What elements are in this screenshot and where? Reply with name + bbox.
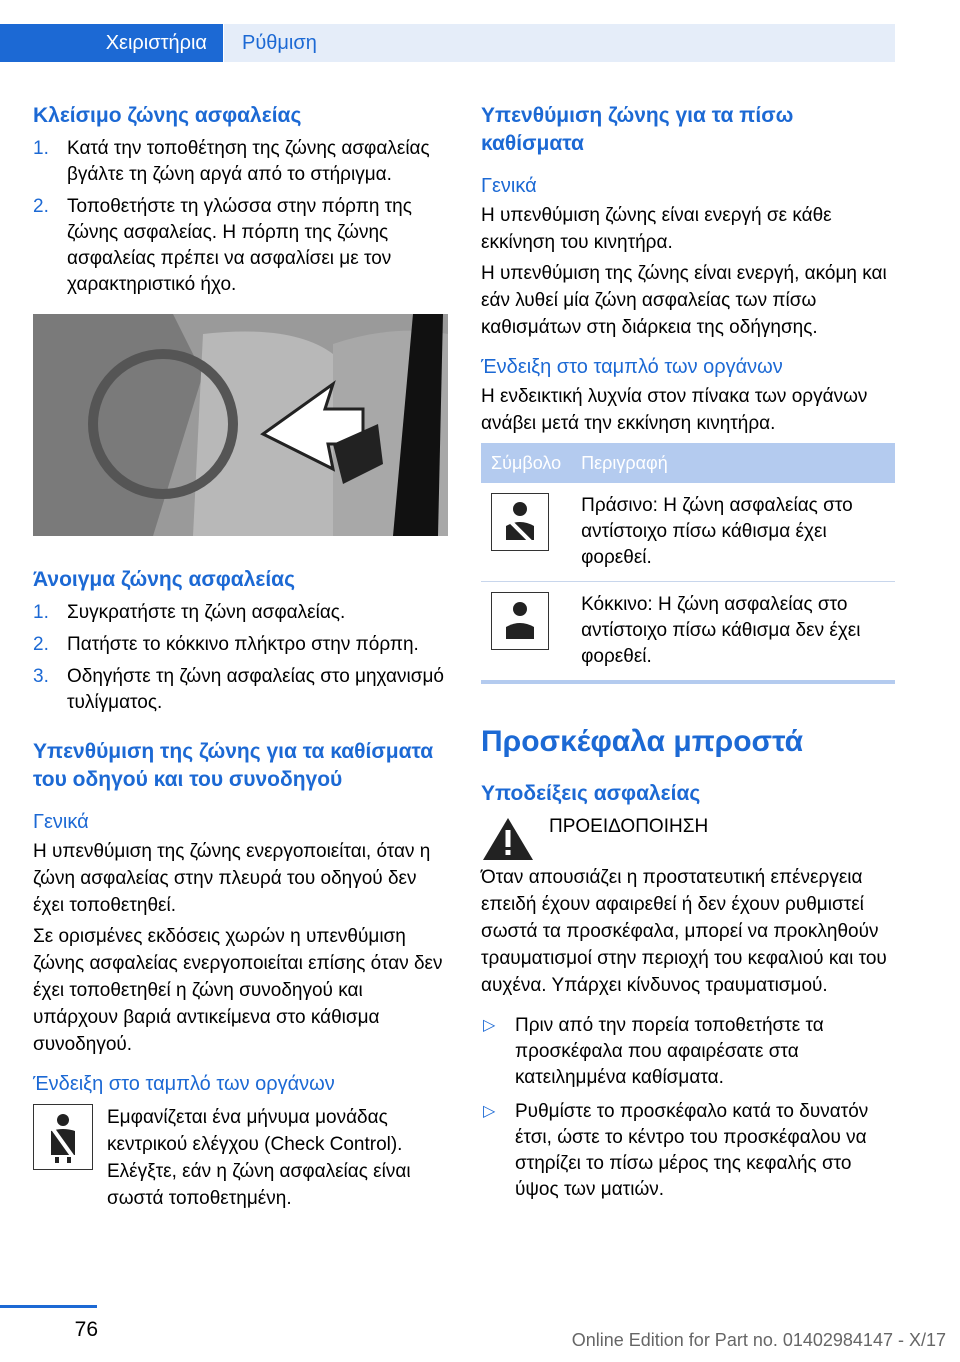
right-column xyxy=(481,102,896,1211)
step-text: Πατήστε το κόκκινο πλήκτρο στην πόρπη. xyxy=(67,634,419,655)
section-title-headrests: Προσκέφαλα μπροστά xyxy=(481,725,804,758)
table-row xyxy=(481,483,895,582)
table-header-description: Περιγραφή xyxy=(571,443,895,483)
bullet-triangle-icon: ▷ xyxy=(483,1103,496,1120)
table-header-symbol: Σύμβολο xyxy=(481,443,571,483)
symbol-cell xyxy=(481,483,571,582)
indicator-text: Εμφανίζεται ένα μήνυμα μονάδας κεντρικού ελέγχου (Check Control). Ελέγξτε, εάν η ζώνη ασφαλείας είναι σωστά τοποθετημένη. xyxy=(107,1107,411,1209)
warning-text: Όταν απουσιάζει η προστατευτική επένεργεια επειδή έχουν αφαιρεθεί ή δεν έχουν ρυθμιστεί σωστά τα προσκέφαλα, μπορεί να προκληθούν τραυματισμοί στην περιοχή του κεφαλιού και του αυχένα. Υπάρχει κίνδυνος τραυματισμού. xyxy=(481,867,887,996)
buckle-illustration xyxy=(33,314,448,536)
description-cell: Κόκκινο: Η ζώνη ασφαλείας στο αντίστοιχο πίσω κάθισμα δεν έχει φορεθεί. xyxy=(571,582,895,683)
step-text: Συγκρατήστε τη ζώνη ασφαλείας. xyxy=(67,602,346,623)
subsection-general: Γενικά xyxy=(33,811,89,833)
step-number: 1. xyxy=(33,138,49,159)
warning-label: ΠΡΟΕΙΔΟΠΟΙΗΣΗ xyxy=(549,816,709,837)
step-item xyxy=(33,136,448,188)
tab-controls[interactable]: Χειριστήρια xyxy=(0,24,223,62)
step-number: 3. xyxy=(33,666,49,687)
subsection-general: Γενικά xyxy=(481,175,537,197)
description-cell: Πράσινο: Η ζώνη ασφαλείας στο αντίστοιχο πίσω κάθισμα έχει φορεθεί. xyxy=(571,483,895,582)
table-row xyxy=(481,582,895,683)
warning-block xyxy=(481,814,896,862)
page-number: 76 xyxy=(74,1318,98,1341)
paragraph: Η ενδεικτική λυχνία στον πίνακα των οργάνων ανάβει μετά την εκκίνηση κινητήρα. xyxy=(481,386,868,434)
paragraph: Η υπενθύμιση της ζώνης ενεργοποιείται, όταν η ζώνη ασφαλείας στην πλευρά του οδηγού δεν έχει τοποθετηθεί. xyxy=(33,841,431,916)
person-unbelted-icon xyxy=(491,592,549,650)
section-title-rear-reminder: Υπενθύμιση ζώνης για τα πίσω καθίσματα xyxy=(481,104,794,155)
step-item xyxy=(33,632,448,658)
seat-belt-buckle-photo xyxy=(33,314,448,536)
step-item xyxy=(33,600,448,626)
subsection-instrument-display: Ένδειξη στο ταμπλό των οργάνων xyxy=(33,1073,335,1095)
edition-note: Online Edition for Part no. 01402984147 - X/17 xyxy=(571,1330,946,1350)
subsection-instrument-display: Ένδειξη στο ταμπλό των οργάνων xyxy=(481,356,783,378)
footer-rule xyxy=(0,1305,97,1308)
tab-settings[interactable]: Ρύθμιση xyxy=(224,24,895,62)
paragraph: Σε ορισμένες εκδόσεις χωρών η υπενθύμιση ζώνης ασφαλείας ενεργοποιείται επίσης όταν δεν έχει τοποθετηθεί η ζώνη συνοδηγού και υπάρχουν βαριά αντικείμενα στο κάθισμα συνοδηγού. xyxy=(33,926,443,1055)
subsection-safety-notes: Υποδείξεις ασφαλείας xyxy=(481,782,701,805)
step-item xyxy=(33,194,448,298)
step-number: 2. xyxy=(33,634,49,655)
step-item xyxy=(33,664,448,716)
list-item xyxy=(481,1099,896,1203)
bullet-text: Πριν από την πορεία τοποθετήστε τα προσκέφαλα που αφαιρέσατε στα κατειλημμένα καθίσματα. xyxy=(515,1015,824,1088)
step-text: Κατά την τοποθέτηση της ζώνης ασφαλείας βγάλτε τη ζώνη αργά από το στήριγμα. xyxy=(67,138,430,185)
person-belted-icon xyxy=(491,493,549,551)
step-text: Τοποθετήστε τη γλώσσα στην πόρπη της ζώνης ασφαλείας. Η πόρπη της ζώνης ασφαλείας πρέπει να ασφαλίσει με τον χαρακτηριστικό ήχο. xyxy=(67,196,412,295)
table-header-row xyxy=(481,443,895,483)
section-title-front-reminder: Υπενθύμιση της ζώνης για τα καθίσματα του οδηγού και του συνοδηγού xyxy=(33,740,434,791)
step-number: 1. xyxy=(33,602,49,623)
symbol-table xyxy=(481,443,895,684)
paragraph: Η υπενθύμιση ζώνης είναι ενεργή σε κάθε εκκίνηση του κινητήρα. xyxy=(481,205,832,253)
header-tabs xyxy=(0,24,895,62)
step-text: Οδηγήστε τη ζώνη ασφαλείας στο μηχανισμό τυλίγματος. xyxy=(67,666,444,713)
bullet-text: Ρυθμίστε το προσκέφαλο κατά το δυνατόν έτσι, ώστε το κέντρο του προσκέφαλου να στηρίζει το πίσω μέρος της κεφαλής στο ύψος των ματιών. xyxy=(515,1101,869,1200)
warning-triangle-icon xyxy=(481,816,535,862)
left-column xyxy=(33,102,448,1212)
section-title-buckle: Κλείσιμο ζώνης ασφαλείας xyxy=(33,104,302,127)
list-item xyxy=(481,1013,896,1091)
step-number: 2. xyxy=(33,196,49,217)
indicator-block xyxy=(33,1104,448,1212)
bullet-triangle-icon: ▷ xyxy=(483,1017,496,1034)
seatbelt-warning-icon xyxy=(33,1104,93,1170)
paragraph: Η υπενθύμιση της ζώνης είναι ενεργή, ακόμη και εάν λυθεί μία ζώνη ασφαλείας των πίσω καθισμάτων στη διάρκεια της οδήγησης. xyxy=(481,263,887,338)
symbol-cell xyxy=(481,582,571,683)
section-title-unbuckle: Άνοιγμα ζώνης ασφαλείας xyxy=(33,568,296,591)
